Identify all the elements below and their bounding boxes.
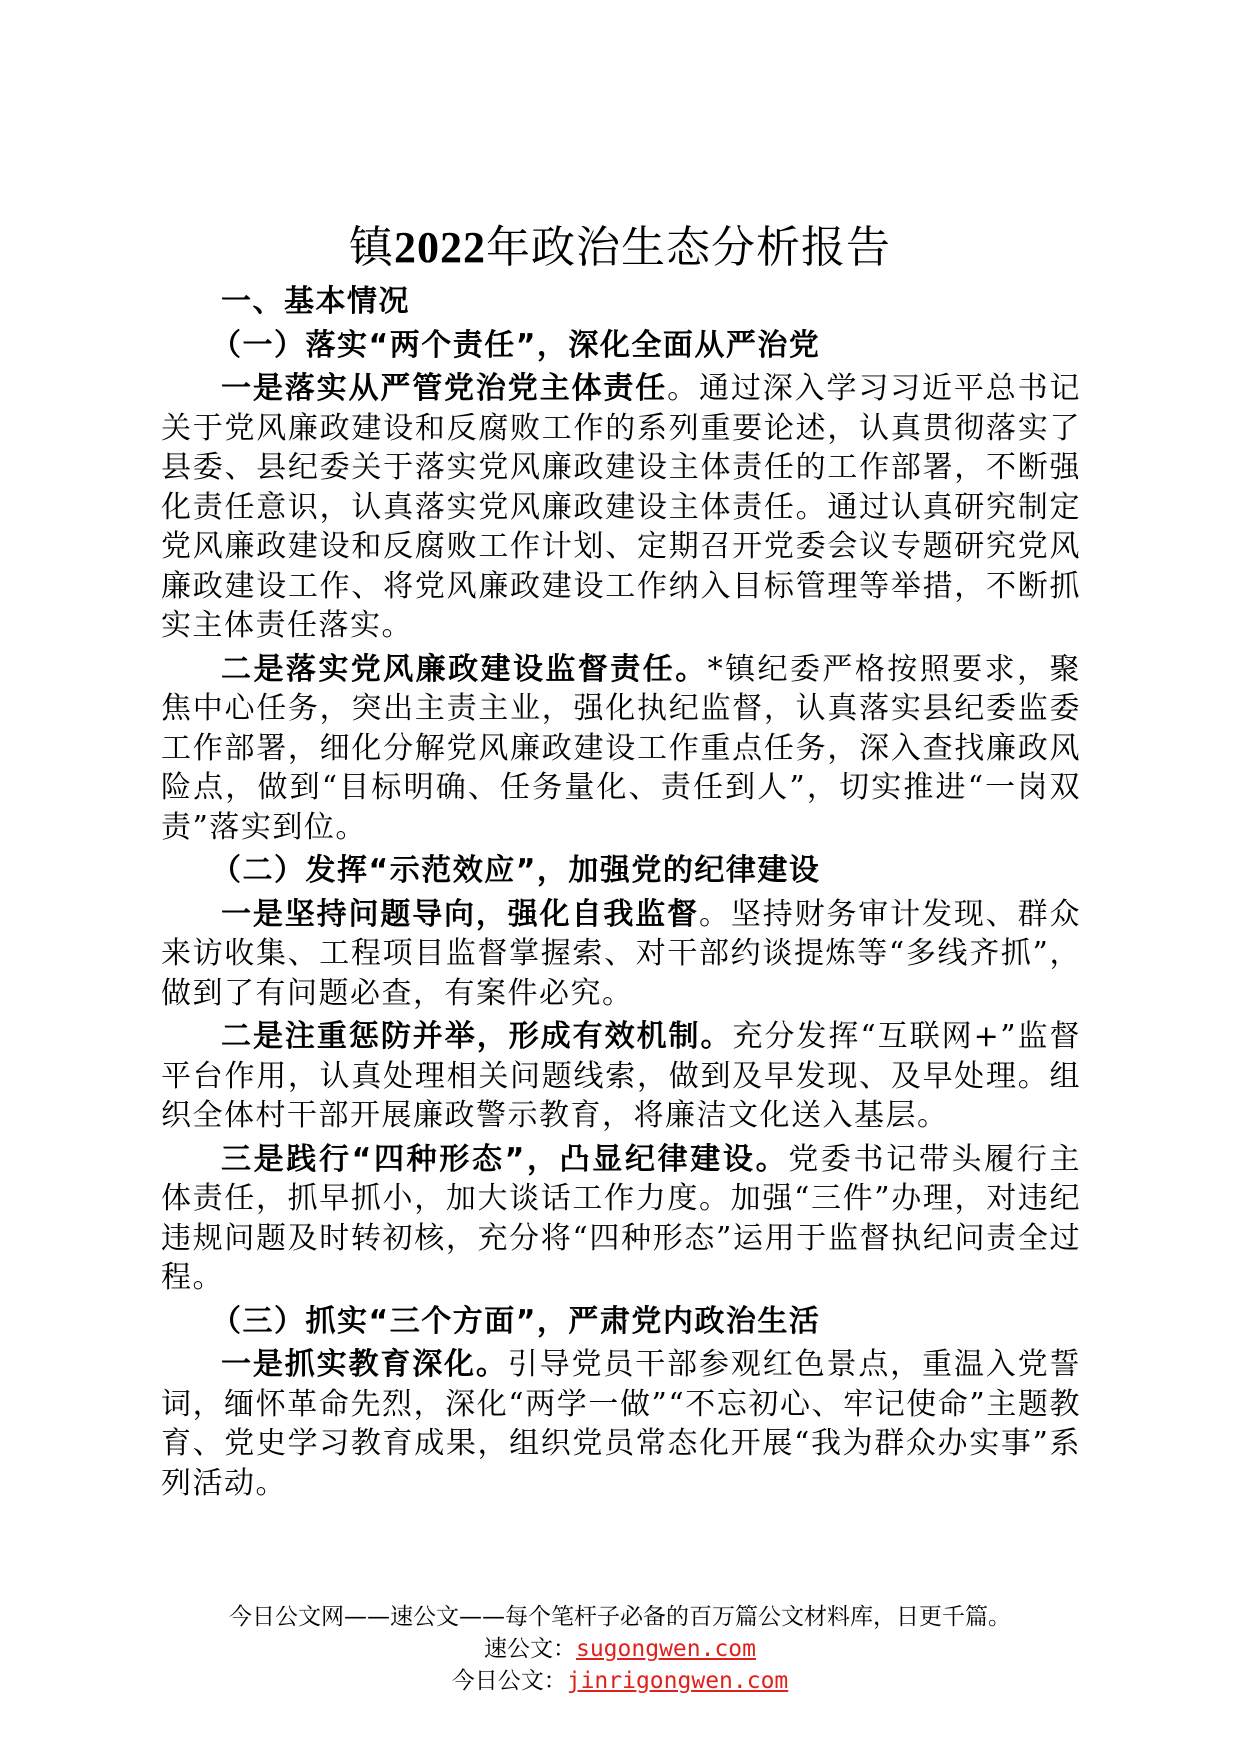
paragraph-text: *镇纪委严格按照要求，聚焦中心任务，突出主责主业，强化执纪监督，认真落实县纪委监委工作部署，细化分解党风廉政建设工作重点任务，深入查找廉政风险点，做到“目标明确、任务量化、责任到人”，切实推进“一岗双责”落实到位。	[161, 651, 1082, 845]
paragraph-lead: 二是注重惩防并举，形成有效机制。	[221, 1019, 733, 1054]
subsection-heading-1: （一）落实“两个责任”，深化全面从严治党	[211, 327, 821, 363]
paragraph-text: 党委书记带头履行主体责任，抓早抓小，加大谈话工作力度。加强“三件”办理，对违纪违规问题及时转初核，充分将“四种形态”运用于监督执纪问责全过程。	[161, 1141, 1081, 1295]
paragraph	[161, 1345, 1081, 1503]
paragraph	[161, 895, 1081, 1014]
document-title	[0, 218, 1240, 278]
paragraph-lead: 三是践行“四种形态”，凸显纪律建设。	[221, 1141, 789, 1177]
title-prefix: 镇	[349, 222, 394, 273]
footer-jinrigongwen-label: 今日公文：	[451, 1668, 567, 1694]
jinrigongwen-link[interactable]: jinrigongwen.com	[566, 1668, 789, 1694]
paragraph-lead: 一是抓实教育深化。	[221, 1347, 508, 1382]
paragraph-lead: 一是坚持问题导向，强化自我监督	[221, 896, 699, 932]
footer-jinrigongwen	[0, 1666, 1240, 1696]
paragraph-text: 充分发挥“互联网+”监督平台作用，认真处理相关问题线索，做到及早发现、及早处理。组织全体村干部开展廉政警示教育，将廉洁文化送入基层。	[161, 1019, 1081, 1133]
paragraph-lead: 一是落实从严管党治党主体责任	[221, 371, 668, 406]
paragraph	[161, 369, 1081, 646]
paragraph-lead: 二是落实党风廉政建设监督责任。	[221, 651, 708, 687]
footer-sugongwen	[0, 1634, 1240, 1664]
footer-sugongwen-label: 速公文：	[483, 1636, 576, 1662]
paragraph	[161, 650, 1081, 848]
title-suffix: 年政治生态分析报告	[486, 222, 891, 273]
subsection-heading-2: （二）发挥“示范效应”，加强党的纪律建设	[211, 853, 821, 888]
document-body	[161, 282, 1081, 1507]
paragraph	[161, 1017, 1081, 1136]
paragraph-text: 引导党员干部参观红色景点，重温入党誓词，缅怀革命先烈，深化“两学一做”“不忘初心、牢记使命”主题教育、党史学习教育成果，组织党员常态化开展“我为群众办实事”系列活动。	[161, 1347, 1082, 1501]
subsection-heading-3: （三）抓实“三个方面”，严肃党内政治生活	[211, 1303, 821, 1339]
paragraph-text: 。坚持财务审计发现、群众来访收集、工程项目监督掌握索、对干部约谈提炼等“多线齐抓”，做到了有问题必查，有案件必究。	[161, 896, 1082, 1011]
title-year: 2022	[394, 223, 486, 272]
paragraph-text: 。通过深入学习习近平总书记关于党风廉政建设和反腐败工作的系列重要论述，认真贯彻落实了县委、县纪委关于落实党风廉政建设主体责任的工作部署，不断强化责任意识，认真落实党风廉政建设主体责任。通过认真研究制定党风廉政建设和反腐败工作计划、定期召开党委会议专题研究党风廉政建设工作、将党风廉政建设工作纳入目标管理等举措，不断抓实主体责任落实。	[161, 371, 1082, 643]
sugongwen-link[interactable]: sugongwen.com	[575, 1636, 756, 1662]
paragraph	[161, 1140, 1081, 1298]
footer-slogan: 今日公文网——速公文——每个笔杆子必备的百万篇公文材料库，日更千篇。	[229, 1604, 1011, 1630]
section-heading-basic-situation: 一、基本情况	[221, 284, 410, 319]
